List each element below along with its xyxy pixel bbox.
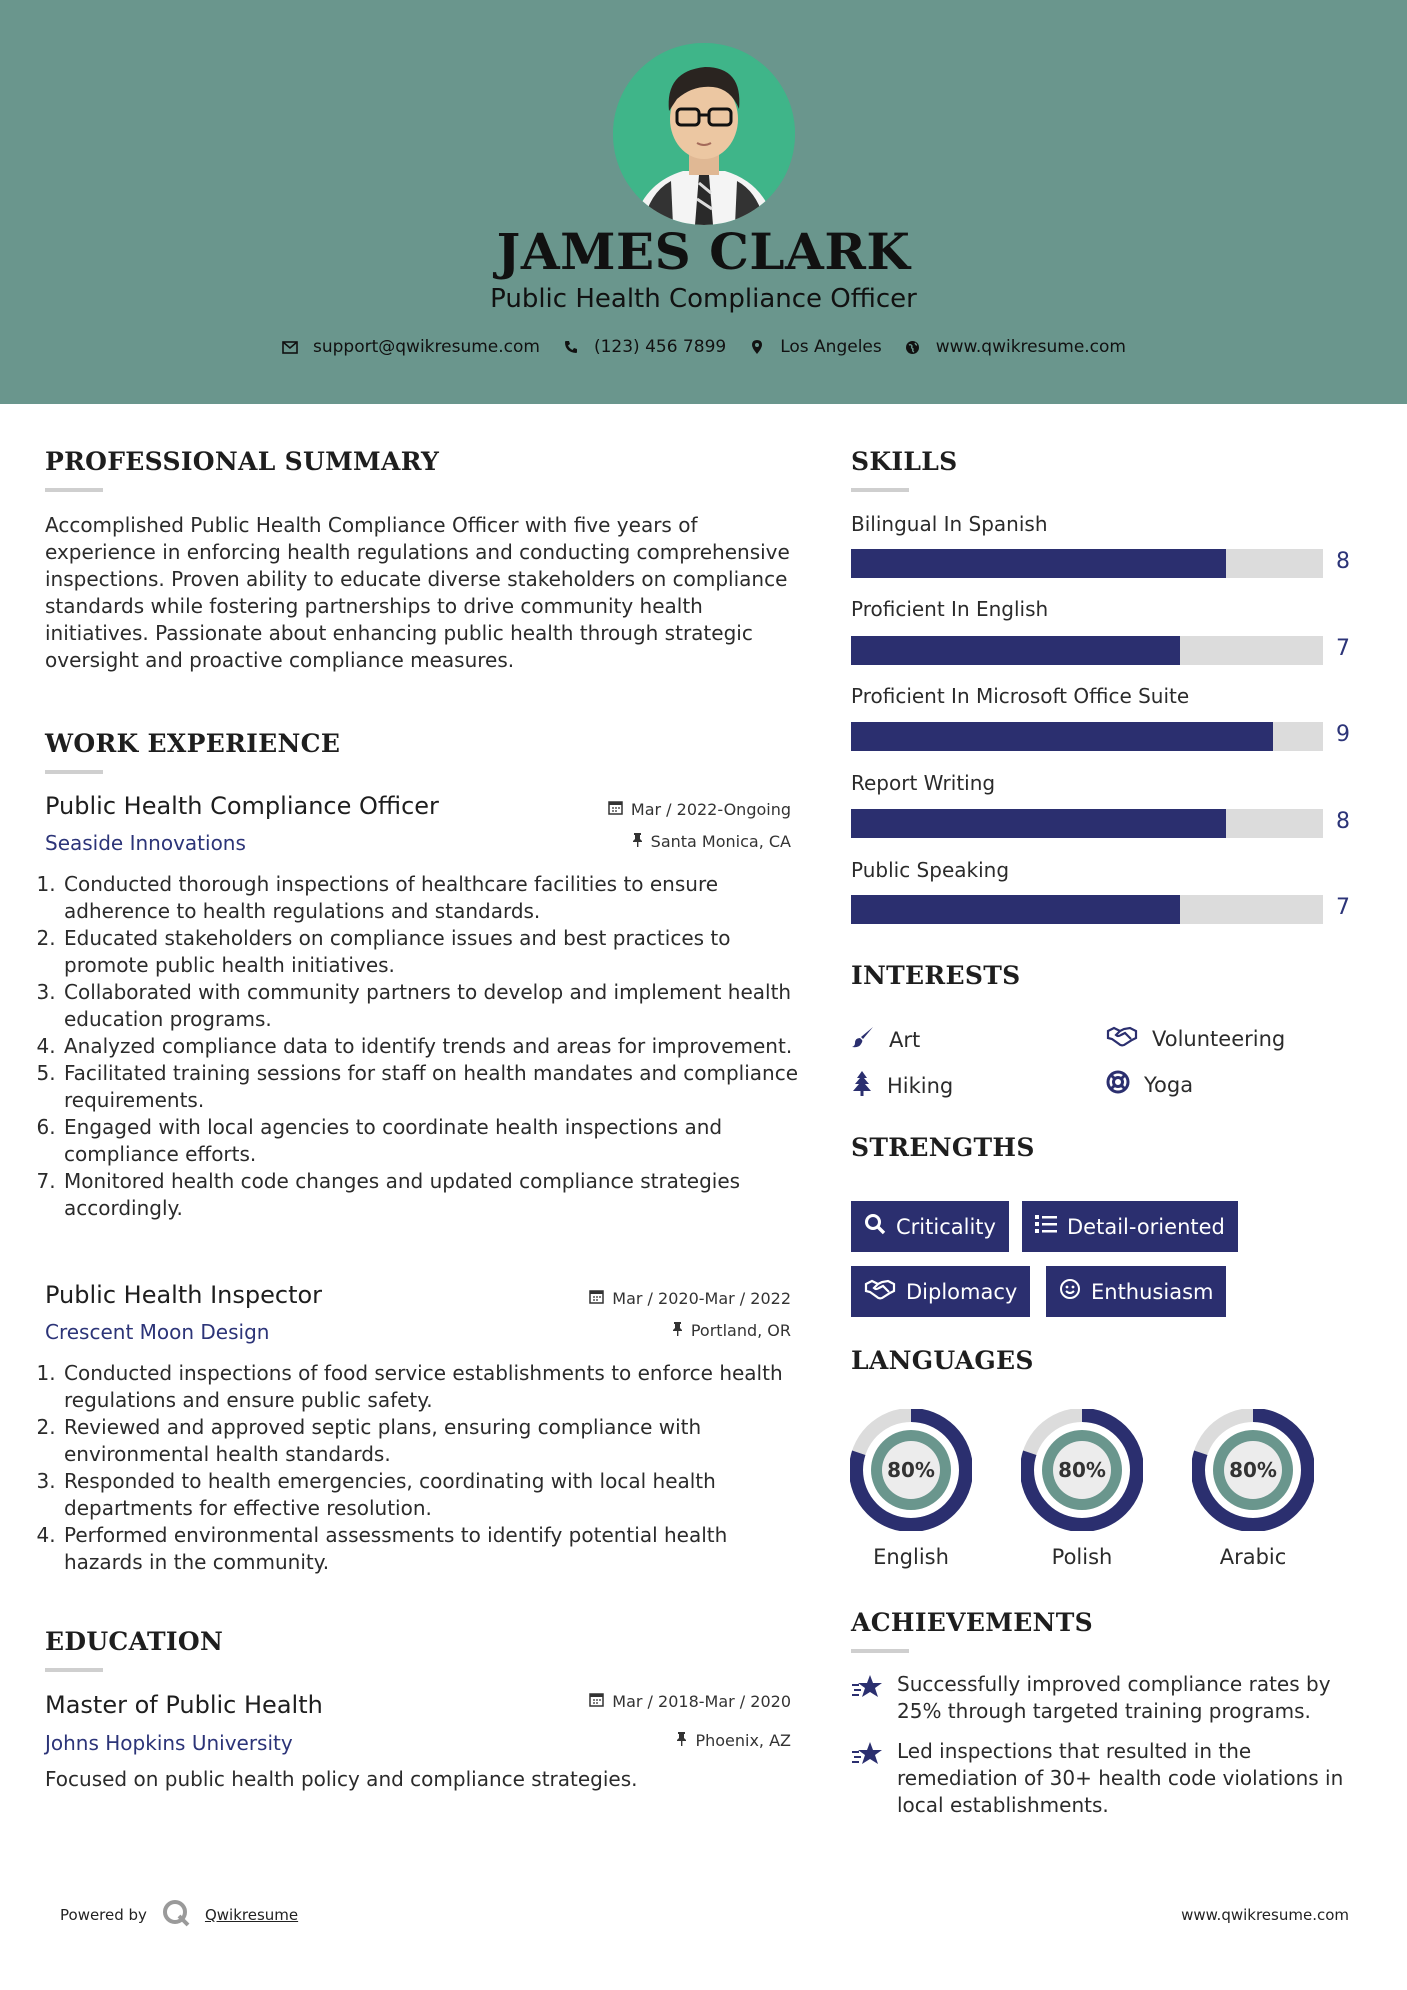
skill-bar-fill [851,809,1226,838]
interest-item [851,1070,953,1101]
interest-label: Art [889,1027,921,1052]
strength-label: Enthusiasm [1091,1279,1214,1304]
school-name: Johns Hopkins University [45,1731,293,1755]
list-item: 3. Responded to health emergencies, coordinating with local health departments for effective resolution. [62,1468,800,1522]
list-icon [1035,1214,1057,1239]
interest-label: Yoga [1144,1072,1194,1097]
language-percent: 80% [1229,1458,1277,1482]
search-icon [864,1213,886,1240]
education-location-text: Phoenix, AZ [695,1731,791,1750]
job-location-text: Santa Monica, CA [650,832,791,851]
strength-label: Diplomacy [906,1279,1018,1304]
envelope-icon [281,338,299,356]
list-item: 1. Conducted thorough inspections of healthcare facilities to ensure adherence to health regulations and standards. [62,871,800,925]
interest-label: Volunteering [1152,1026,1286,1051]
footer-url[interactable]: www.qwikresume.com [1181,1906,1349,1924]
profile-photo [613,43,795,225]
interests-heading: INTERESTS [851,961,1021,990]
list-item: 4. Performed environmental assessments to identify potential health hazards in the community. [62,1522,800,1576]
contact-email[interactable] [281,337,540,357]
language-gauge [1021,1409,1143,1531]
language-donut [1192,1409,1314,1531]
calendar-icon [608,800,623,819]
language-gauge [1192,1409,1314,1531]
skill-bar [851,636,1323,665]
contact-location [748,337,882,357]
phone-text: (123) 456 7899 [593,337,727,357]
list-item: 7. Monitored health code changes and updated compliance strategies accordingly. [62,1168,800,1222]
skill-bar [851,895,1323,924]
pushpin-icon [632,832,643,851]
skill-bar-fill [851,549,1226,578]
phone-icon [562,338,580,356]
handshake-icon [1106,1025,1138,1052]
achievements-heading: ACHIEVEMENTS [851,1608,1093,1637]
education-location [676,1731,791,1750]
strength-label: Detail-oriented [1067,1214,1225,1239]
language-percent: 80% [1058,1458,1106,1482]
summary-text: Accomplished Public Health Compliance Officer with five years of experience in enforcing health regulations and conducting comprehensive inspections. Proven ability to educate diverse stakeholders on compliance standards while fostering partnerships to drive community health initiatives. Passionate about enhancing public health through strategic oversight and proactive compliance measures. [45,513,790,672]
lifebuoy-icon [1106,1070,1130,1099]
interest-item [1106,1025,1285,1052]
skill-bar [851,809,1323,838]
education-note: Focused on public health policy and compliance strategies. [45,1767,638,1791]
globe-icon [904,338,922,356]
contact-row [0,337,1407,357]
smile-icon [1059,1278,1081,1305]
job-location [672,1321,791,1340]
languages-heading: LANGUAGES [851,1346,1034,1375]
strength-chip [1022,1201,1238,1252]
experience-heading: WORK EXPERIENCE [45,729,341,758]
skill-bar [851,722,1323,751]
summary-rule [45,488,103,492]
language-percent: 80% [887,1458,935,1482]
job-dates-text: Mar / 2020-Mar / 2022 [612,1289,791,1308]
language-label: Polish [1051,1545,1113,1569]
calendar-icon [589,1692,604,1711]
list-item: 4. Analyzed compliance data to identify trends and areas for improvement. [62,1033,800,1060]
job-dates-text: Mar / 2022-Ongoing [630,800,791,819]
email-text: support@qwikresume.com [313,337,540,357]
calendar-icon [589,1289,604,1308]
interest-item [1106,1070,1193,1099]
list-item: 2. Educated stakeholders on compliance issues and best practices to promote public health initiatives. [62,925,800,979]
strength-chip [1046,1266,1226,1317]
paintbrush-icon [851,1025,875,1054]
skill-label: Proficient In Microsoft Office Suite [851,684,1190,708]
language-gauge [850,1409,972,1531]
strength-label: Criticality [896,1214,996,1239]
qwikresume-logo-icon [161,1898,191,1932]
skill-label: Bilingual In Spanish [851,512,1048,536]
skill-value: 9 [1336,722,1350,747]
job-bullets [40,871,800,1222]
pushpin-icon [672,1321,683,1340]
location-text: Los Angeles [780,337,882,357]
achievement-text: Successfully improved compliance rates by 25% through targeted training programs. [897,1672,1331,1723]
language-label: Arabic [1219,1545,1287,1569]
job-location [632,832,791,851]
star-badge-icon [851,1671,885,1725]
star-badge-icon [851,1738,885,1819]
skill-bar [851,549,1323,578]
job-title: Public Health Compliance Officer [45,792,439,820]
interest-label: Hiking [887,1073,954,1098]
achievement-text: Led inspections that resulted in the remediation of 30+ health code violations in local establishments. [897,1739,1344,1817]
job-location-text: Portland, OR [690,1321,791,1340]
list-item: 5. Facilitated training sessions for staff on health mandates and compliance requirements. [62,1060,800,1114]
list-item: 3. Collaborated with community partners to develop and implement health education programs. [62,979,800,1033]
degree-title: Master of Public Health [45,1691,323,1719]
job-dates [608,800,791,819]
list-item: 2. Reviewed and approved septic plans, ensuring compliance with environmental health standards. [62,1414,800,1468]
skill-value: 8 [1336,809,1350,834]
skill-value: 7 [1336,895,1350,920]
skill-bar-fill [851,722,1273,751]
handshake-icon [864,1278,896,1305]
summary-heading: PROFESSIONAL SUMMARY [45,447,440,476]
brand-link[interactable]: Qwikresume [204,1906,299,1924]
language-donut [1021,1409,1143,1531]
education-dates-text: Mar / 2018-Mar / 2020 [612,1692,791,1711]
website-text: www.qwikresume.com [935,337,1126,357]
contact-website[interactable] [904,337,1126,357]
achievements-rule [851,1649,909,1653]
skill-bar-fill [851,895,1180,924]
education-dates [589,1692,791,1711]
skills-rule [851,488,909,492]
job-dates [589,1289,791,1308]
achievement-item [851,1671,1371,1725]
header-banner [0,0,1407,404]
skill-label: Report Writing [851,771,996,795]
candidate-name: JAMES CLARK [496,222,911,281]
footer-powered-by [60,1898,298,1932]
strength-chip [851,1266,1030,1317]
job-title: Public Health Inspector [45,1281,323,1309]
job-company: Crescent Moon Design [45,1320,270,1344]
list-item: 6. Engaged with local agencies to coordinate health inspections and compliance efforts. [62,1114,800,1168]
skill-bar-fill [851,636,1180,665]
map-pin-icon [748,338,766,356]
tree-icon [851,1070,873,1101]
contact-phone[interactable] [562,337,726,357]
language-donut [850,1409,972,1531]
skills-heading: SKILLS [851,447,958,476]
education-heading: EDUCATION [45,1627,224,1656]
skill-value: 7 [1336,636,1350,661]
skill-label: Proficient In English [851,597,1049,621]
language-label: English [873,1545,949,1569]
achievement-item [851,1738,1371,1819]
skill-value: 8 [1336,549,1350,574]
candidate-title: Public Health Compliance Officer [490,284,917,314]
list-item: 1. Conducted inspections of food service establishments to enforce health regulations and ensure public safety. [62,1360,800,1414]
powered-by-text: Powered by [60,1906,147,1924]
experience-rule [45,770,103,774]
strengths-heading: STRENGTHS [851,1133,1035,1162]
interest-item [851,1025,920,1054]
job-bullets [40,1360,800,1576]
education-rule [45,1668,103,1672]
skill-label: Public Speaking [851,858,1010,882]
pushpin-icon [676,1731,687,1750]
strength-chip [851,1201,1009,1252]
job-company: Seaside Innovations [45,831,246,855]
